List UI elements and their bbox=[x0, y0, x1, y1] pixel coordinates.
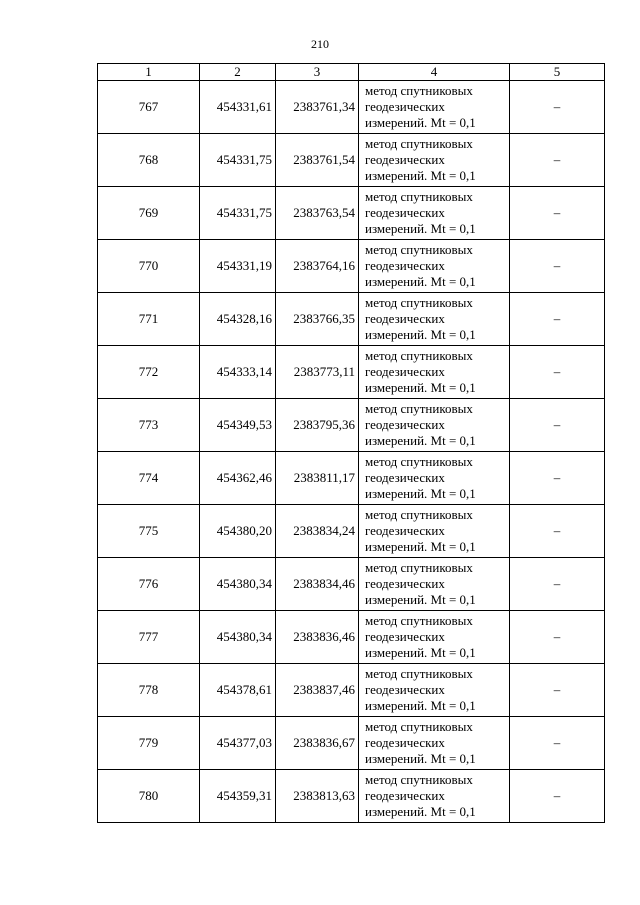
method-line: геодезических bbox=[365, 735, 445, 750]
y-coordinate-cell: 2383766,35 bbox=[276, 293, 359, 346]
method-line: геодезических bbox=[365, 311, 445, 326]
method-line: измерений. Mt = 0,1 bbox=[365, 698, 476, 713]
column-header: 4 bbox=[359, 64, 510, 81]
method-line: измерений. Mt = 0,1 bbox=[365, 115, 476, 130]
column-5-cell: – bbox=[510, 134, 605, 187]
table-row bbox=[98, 664, 605, 717]
method-line: метод спутниковых bbox=[365, 136, 473, 151]
x-coordinate-cell: 454359,31 bbox=[200, 770, 276, 823]
method-cell bbox=[359, 399, 510, 452]
method-line: измерений. Mt = 0,1 bbox=[365, 327, 476, 342]
point-number-cell: 772 bbox=[98, 346, 200, 399]
method-line: метод спутниковых bbox=[365, 666, 473, 681]
point-number-cell: 779 bbox=[98, 717, 200, 770]
method-cell bbox=[359, 293, 510, 346]
method-line: геодезических bbox=[365, 364, 445, 379]
point-number-cell: 778 bbox=[98, 664, 200, 717]
method-line: метод спутниковых bbox=[365, 772, 473, 787]
point-number-cell: 780 bbox=[98, 770, 200, 823]
x-coordinate-cell: 454331,75 bbox=[200, 134, 276, 187]
x-coordinate-cell: 454377,03 bbox=[200, 717, 276, 770]
y-coordinate-cell: 2383761,34 bbox=[276, 81, 359, 134]
point-number-cell: 773 bbox=[98, 399, 200, 452]
method-cell bbox=[359, 611, 510, 664]
method-line: измерений. Mt = 0,1 bbox=[365, 380, 476, 395]
y-coordinate-cell: 2383763,54 bbox=[276, 187, 359, 240]
table-header-row bbox=[98, 64, 605, 81]
method-line: метод спутниковых bbox=[365, 454, 473, 469]
table-body bbox=[98, 81, 605, 823]
method-line: геодезических bbox=[365, 470, 445, 485]
method-cell bbox=[359, 240, 510, 293]
method-line: геодезических bbox=[365, 152, 445, 167]
point-number-cell: 767 bbox=[98, 81, 200, 134]
method-cell bbox=[359, 134, 510, 187]
method-line: измерений. Mt = 0,1 bbox=[365, 274, 476, 289]
method-line: измерений. Mt = 0,1 bbox=[365, 592, 476, 607]
y-coordinate-cell: 2383811,17 bbox=[276, 452, 359, 505]
y-coordinate-cell: 2383834,46 bbox=[276, 558, 359, 611]
coordinates-table bbox=[97, 63, 605, 823]
method-line: геодезических bbox=[365, 417, 445, 432]
column-5-cell: – bbox=[510, 717, 605, 770]
method-cell bbox=[359, 346, 510, 399]
column-5-cell: – bbox=[510, 770, 605, 823]
column-header: 3 bbox=[276, 64, 359, 81]
method-line: измерений. Mt = 0,1 bbox=[365, 751, 476, 766]
x-coordinate-cell: 454328,16 bbox=[200, 293, 276, 346]
method-line: метод спутниковых bbox=[365, 401, 473, 416]
point-number-cell: 777 bbox=[98, 611, 200, 664]
method-cell bbox=[359, 717, 510, 770]
table-row bbox=[98, 240, 605, 293]
method-line: метод спутниковых bbox=[365, 242, 473, 257]
x-coordinate-cell: 454349,53 bbox=[200, 399, 276, 452]
y-coordinate-cell: 2383836,67 bbox=[276, 717, 359, 770]
y-coordinate-cell: 2383834,24 bbox=[276, 505, 359, 558]
table-row bbox=[98, 399, 605, 452]
method-line: геодезических bbox=[365, 99, 445, 114]
x-coordinate-cell: 454333,14 bbox=[200, 346, 276, 399]
column-5-cell: – bbox=[510, 81, 605, 134]
method-line: метод спутниковых bbox=[365, 295, 473, 310]
point-number-cell: 768 bbox=[98, 134, 200, 187]
table-row bbox=[98, 134, 605, 187]
table-row bbox=[98, 346, 605, 399]
point-number-cell: 774 bbox=[98, 452, 200, 505]
method-line: геодезических bbox=[365, 629, 445, 644]
x-coordinate-cell: 454331,61 bbox=[200, 81, 276, 134]
method-cell bbox=[359, 452, 510, 505]
column-5-cell: – bbox=[510, 664, 605, 717]
method-line: геодезических bbox=[365, 523, 445, 538]
method-line: метод спутниковых bbox=[365, 507, 473, 522]
x-coordinate-cell: 454380,34 bbox=[200, 611, 276, 664]
table-row bbox=[98, 81, 605, 134]
column-header: 5 bbox=[510, 64, 605, 81]
method-line: геодезических bbox=[365, 788, 445, 803]
x-coordinate-cell: 454380,34 bbox=[200, 558, 276, 611]
method-cell bbox=[359, 558, 510, 611]
column-5-cell: – bbox=[510, 558, 605, 611]
method-cell bbox=[359, 81, 510, 134]
method-line: геодезических bbox=[365, 576, 445, 591]
table-row bbox=[98, 770, 605, 823]
page-number: 210 bbox=[311, 37, 329, 51]
x-coordinate-cell: 454378,61 bbox=[200, 664, 276, 717]
method-line: геодезических bbox=[365, 205, 445, 220]
method-line: метод спутниковых bbox=[365, 83, 473, 98]
point-number-cell: 775 bbox=[98, 505, 200, 558]
column-5-cell: – bbox=[510, 240, 605, 293]
x-coordinate-cell: 454331,19 bbox=[200, 240, 276, 293]
method-line: метод спутниковых bbox=[365, 613, 473, 628]
table-row bbox=[98, 717, 605, 770]
point-number-cell: 770 bbox=[98, 240, 200, 293]
method-line: метод спутниковых bbox=[365, 348, 473, 363]
x-coordinate-cell: 454362,46 bbox=[200, 452, 276, 505]
method-line: измерений. Mt = 0,1 bbox=[365, 168, 476, 183]
x-coordinate-cell: 454331,75 bbox=[200, 187, 276, 240]
y-coordinate-cell: 2383795,36 bbox=[276, 399, 359, 452]
method-line: геодезических bbox=[365, 258, 445, 273]
y-coordinate-cell: 2383837,46 bbox=[276, 664, 359, 717]
table-row bbox=[98, 452, 605, 505]
column-header: 1 bbox=[98, 64, 200, 81]
method-line: измерений. Mt = 0,1 bbox=[365, 433, 476, 448]
method-line: измерений. Mt = 0,1 bbox=[365, 539, 476, 554]
method-line: измерений. Mt = 0,1 bbox=[365, 221, 476, 236]
column-5-cell: – bbox=[510, 611, 605, 664]
y-coordinate-cell: 2383813,63 bbox=[276, 770, 359, 823]
method-cell bbox=[359, 187, 510, 240]
table-row bbox=[98, 558, 605, 611]
y-coordinate-cell: 2383761,54 bbox=[276, 134, 359, 187]
method-line: измерений. Mt = 0,1 bbox=[365, 645, 476, 660]
y-coordinate-cell: 2383773,11 bbox=[276, 346, 359, 399]
method-line: метод спутниковых bbox=[365, 560, 473, 575]
method-line: измерений. Mt = 0,1 bbox=[365, 804, 476, 819]
point-number-cell: 769 bbox=[98, 187, 200, 240]
y-coordinate-cell: 2383764,16 bbox=[276, 240, 359, 293]
column-5-cell: – bbox=[510, 346, 605, 399]
column-5-cell: – bbox=[510, 452, 605, 505]
method-cell bbox=[359, 664, 510, 717]
table-row bbox=[98, 505, 605, 558]
method-line: метод спутниковых bbox=[365, 189, 473, 204]
method-cell bbox=[359, 505, 510, 558]
method-line: измерений. Mt = 0,1 bbox=[365, 486, 476, 501]
method-cell bbox=[359, 770, 510, 823]
method-line: метод спутниковых bbox=[365, 719, 473, 734]
column-header: 2 bbox=[200, 64, 276, 81]
table-row bbox=[98, 293, 605, 346]
column-5-cell: – bbox=[510, 293, 605, 346]
column-5-cell: – bbox=[510, 505, 605, 558]
method-line: геодезических bbox=[365, 682, 445, 697]
x-coordinate-cell: 454380,20 bbox=[200, 505, 276, 558]
y-coordinate-cell: 2383836,46 bbox=[276, 611, 359, 664]
column-5-cell: – bbox=[510, 399, 605, 452]
point-number-cell: 776 bbox=[98, 558, 200, 611]
column-5-cell: – bbox=[510, 187, 605, 240]
table-row bbox=[98, 611, 605, 664]
point-number-cell: 771 bbox=[98, 293, 200, 346]
table-row bbox=[98, 187, 605, 240]
